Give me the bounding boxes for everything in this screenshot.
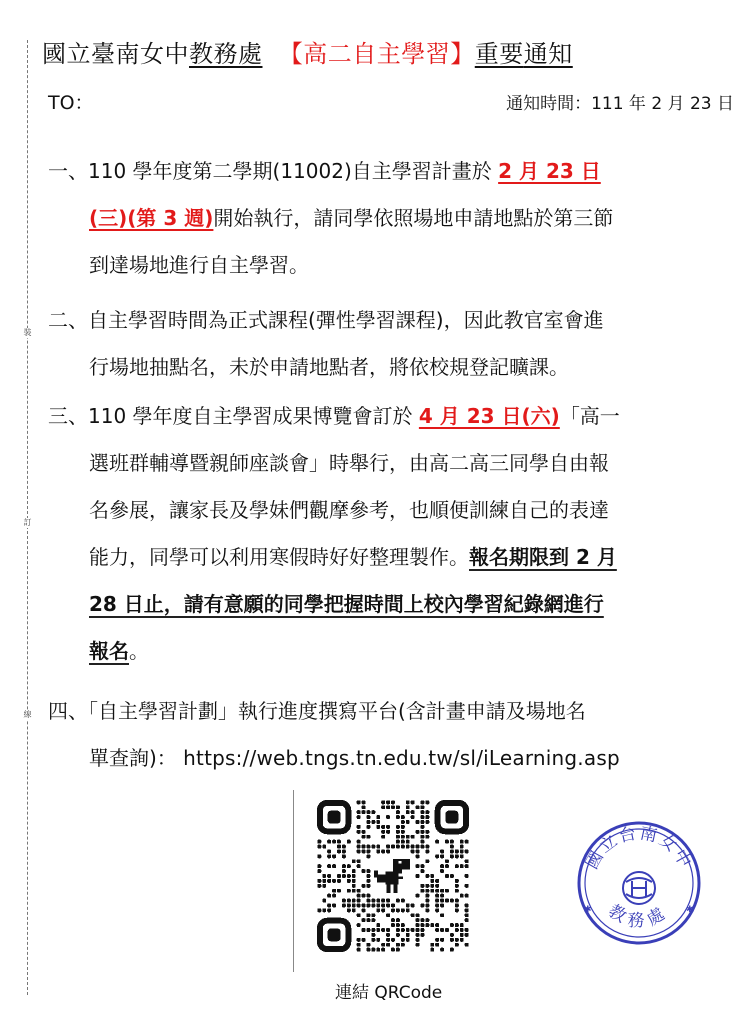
deadline-emphasis: 報名 [89, 639, 129, 663]
title-office: 教務處 [189, 40, 263, 68]
school-emblem-icon [623, 872, 655, 904]
seal-text-bottom: 教務處 [604, 901, 674, 932]
notice-item-3 [48, 393, 728, 675]
text-run: 110 學年度自主學習成果博覽會訂於 [88, 404, 419, 428]
notice-item-1 [48, 148, 728, 289]
text-run: 「高一 [559, 404, 620, 428]
svg-text:✱: ✱ [686, 905, 694, 915]
item-3-line-4 [48, 534, 728, 581]
title-org: 國立臺南女中 [42, 40, 189, 68]
binding-char-1: 裝 [23, 328, 32, 337]
item-4-line-2 [48, 735, 728, 782]
item-4-line-1 [48, 688, 728, 735]
text-run: 行場地抽點名，未於申請地點者，將依校規登記曠課。 [89, 355, 569, 379]
platform-url-link[interactable]: https://web.tngs.tn.edu.tw/sl/iLearning.asp [183, 746, 620, 770]
qr-caption: 連結 QRCode [335, 983, 443, 1003]
deadline-emphasis: 報名期限到 2 月 [469, 545, 617, 569]
notice-item-2 [48, 297, 728, 391]
start-week: (三)(第 3 週) [89, 206, 214, 230]
text-run: 「自主學習計劃」執行進度撰寫平台(含計畫申請及場地名 [88, 699, 586, 723]
item-marker: 三、 [48, 404, 88, 428]
notice-time: 通知時間：111 年 2 月 23 日 [506, 94, 734, 114]
expo-date: 4 月 23 日(六) [418, 404, 560, 428]
svg-text:✱: ✱ [584, 905, 592, 915]
item-marker: 四、 [48, 699, 88, 723]
text-run: 開始執行，請同學依照場地申請地點於第三節 [213, 206, 614, 230]
document-title [42, 35, 742, 73]
binding-char-3: 線 [23, 710, 32, 719]
to-label: TO： [48, 92, 94, 114]
notice-item-4 [48, 688, 728, 782]
text-run: 選班群輔導暨親師座談會」時舉行，由高二高三同學自由報 [89, 451, 609, 475]
item-marker: 二、 [48, 308, 88, 332]
start-date: 2 月 23 日 [498, 159, 601, 183]
item-3-line-3 [48, 487, 728, 534]
item-1-line-2 [48, 195, 728, 242]
title-suffix-a: 重要 [474, 40, 524, 68]
item-3-line-5 [48, 581, 728, 628]
qr-divider [293, 790, 294, 972]
office-seal-stamp [574, 818, 704, 948]
title-suffix-b: 通知 [523, 40, 573, 68]
item-1-line-1 [48, 148, 728, 195]
text-run: 。 [129, 639, 149, 663]
item-1-line-3 [48, 242, 728, 289]
text-run: 名參展，讓家長及學妹們觀摩參考，也順便訓練自己的表達 [89, 498, 609, 522]
text-run: 自主學習時間為正式課程(彈性學習課程)，因此教官室會進 [88, 308, 604, 332]
text-run: 能力，同學可以利用寒假時好好整理製作。 [89, 545, 469, 569]
item-2-line-1 [48, 297, 728, 344]
text-run: 110 學年度第二學期(11002)自主學習計畫於 [88, 159, 499, 183]
seal-text-top: 國立台南女中 [582, 823, 696, 873]
item-3-line-6 [48, 628, 728, 675]
item-marker: 一、 [48, 159, 88, 183]
binding-char-2: 訂 [23, 518, 32, 527]
svg-text:教務處 [605, 901, 674, 931]
text-run: 到達場地進行自主學習。 [89, 253, 309, 277]
qr-code[interactable] [312, 795, 474, 957]
item-3-line-1 [48, 393, 728, 440]
title-topic: 【高二自主學習】 [278, 40, 475, 68]
svg-text:國立台南女中 [582, 823, 696, 872]
item-3-line-2 [48, 440, 728, 487]
item-2-line-2 [48, 344, 728, 391]
deadline-emphasis: 28 日止，請有意願的同學把握時間上校內學習紀錄網進行 [89, 592, 604, 616]
text-run: 單查詢)： [89, 746, 184, 770]
